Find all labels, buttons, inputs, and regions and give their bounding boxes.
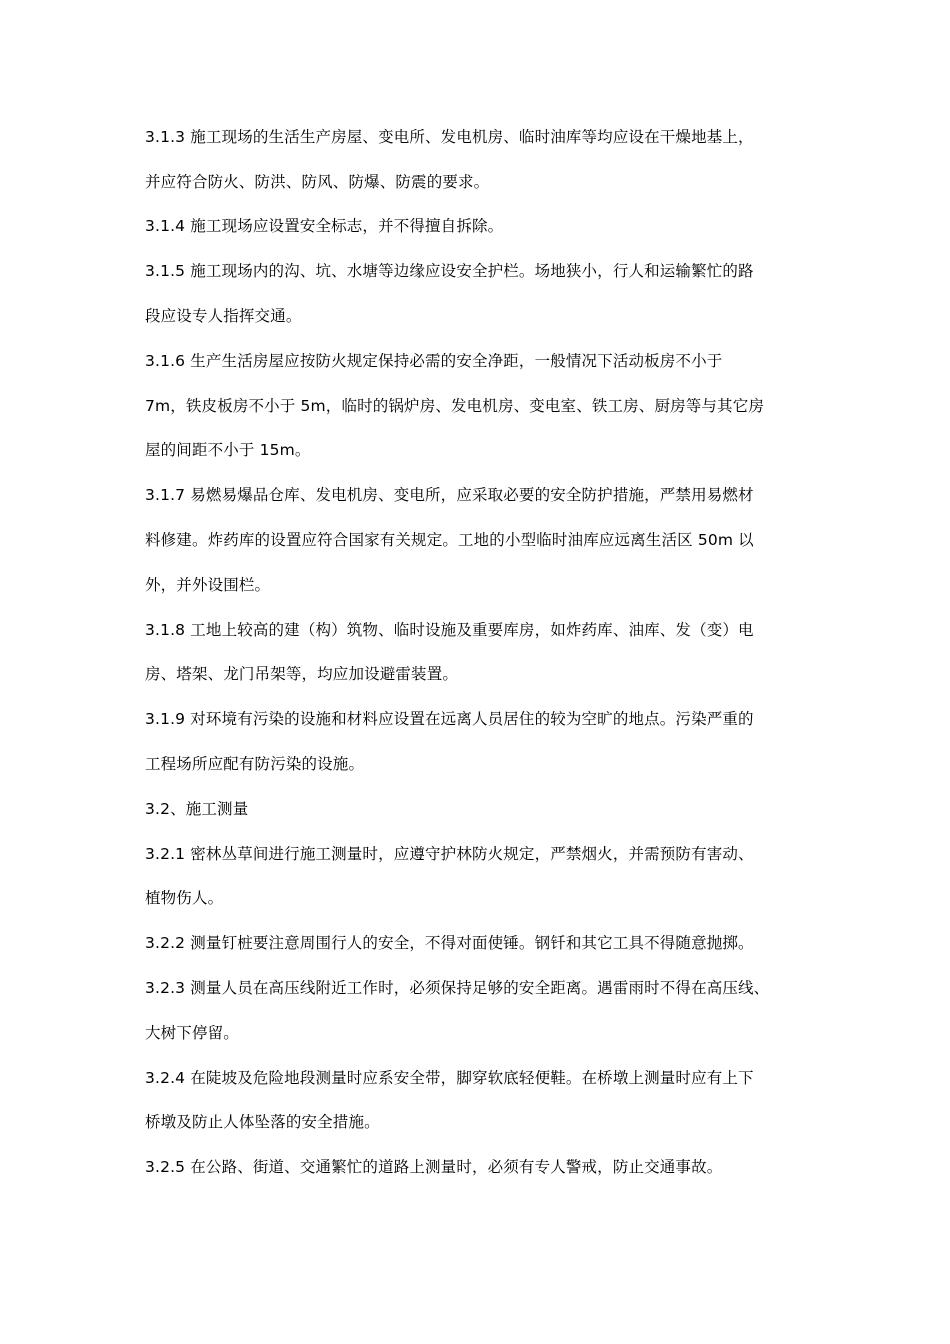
text-line: 3.1.8 工地上较高的建（构）筑物、临时设施及重要库房，如炸药库、油库、发（变）电 xyxy=(145,621,754,639)
text-line: 3.2.4 在陡坡及危险地段测量时应系安全带，脚穿软底轻便鞋。在桥墩上测量时应有上下 xyxy=(145,1069,754,1087)
text-line: 工程场所应配有防污染的设施。 xyxy=(145,755,365,773)
text-line: 3.1.5 施工现场内的沟、坑、水塘等边缘应设安全护栏。场地狭小，行人和运输繁忙的路 xyxy=(145,262,754,280)
text-line: 3.2.2 测量钉桩要注意周围行人的安全，不得对面使锤。钢钎和其它工具不得随意抛掷。 xyxy=(145,934,754,952)
text-line: 3.1.4 施工现场应设置安全标志，并不得擅自拆除。 xyxy=(145,217,504,235)
text-line: 桥墩及防止人体坠落的安全措施。 xyxy=(145,1113,380,1131)
text-line: 外，并外设围栏。 xyxy=(145,576,271,594)
text-line: 大树下停留。 xyxy=(145,1024,239,1042)
text-line: 7m，铁皮板房不小于 5m，临时的锅炉房、发电机房、变电室、铁工房、厨房等与其它房 xyxy=(145,397,765,415)
section-heading: 3.2、施工测量 xyxy=(145,800,249,818)
text-line: 料修建。炸药库的设置应符合国家有关规定。工地的小型临时油库应远离生活区 50m 以 xyxy=(145,531,754,549)
text-line: 植物伤人。 xyxy=(145,889,224,907)
text-line: 3.1.9 对环境有污染的设施和材料应设置在远离人员居住的较为空旷的地点。污染严重的 xyxy=(145,710,754,728)
text-line: 3.2.1 密林丛草间进行施工测量时，应遵守护林防火规定，严禁烟火，并需预防有害动、 xyxy=(145,845,754,863)
text-line: 段应设专人指挥交通。 xyxy=(145,307,302,325)
text-line: 3.1.6 生产生活房屋应按防火规定保持必需的安全净距，一般情况下活动板房不小于 xyxy=(145,352,723,370)
text-line: 3.1.3 施工现场的生活生产房屋、变电所、发电机房、临时油库等均应设在干燥地基上， xyxy=(145,128,754,146)
text-line: 屋的间距不小于 15m。 xyxy=(145,441,311,459)
text-line: 3.2.3 测量人员在高压线附近工作时，必须保持足够的安全距离。遇雷雨时不得在高压线、 xyxy=(145,979,770,997)
text-line: 并应符合防火、防洪、防风、防爆、防震的要求。 xyxy=(145,173,490,191)
text-line: 3.1.7 易燃易爆品仓库、发电机房、变电所，应采取必要的安全防护措施，严禁用易燃材 xyxy=(145,486,754,504)
text-line: 房、塔架、龙门吊架等，均应加设避雷装置。 xyxy=(145,665,459,683)
text-line: 3.2.5 在公路、街道、交通繁忙的道路上测量时，必须有专人警戒，防止交通事故。 xyxy=(145,1158,723,1176)
